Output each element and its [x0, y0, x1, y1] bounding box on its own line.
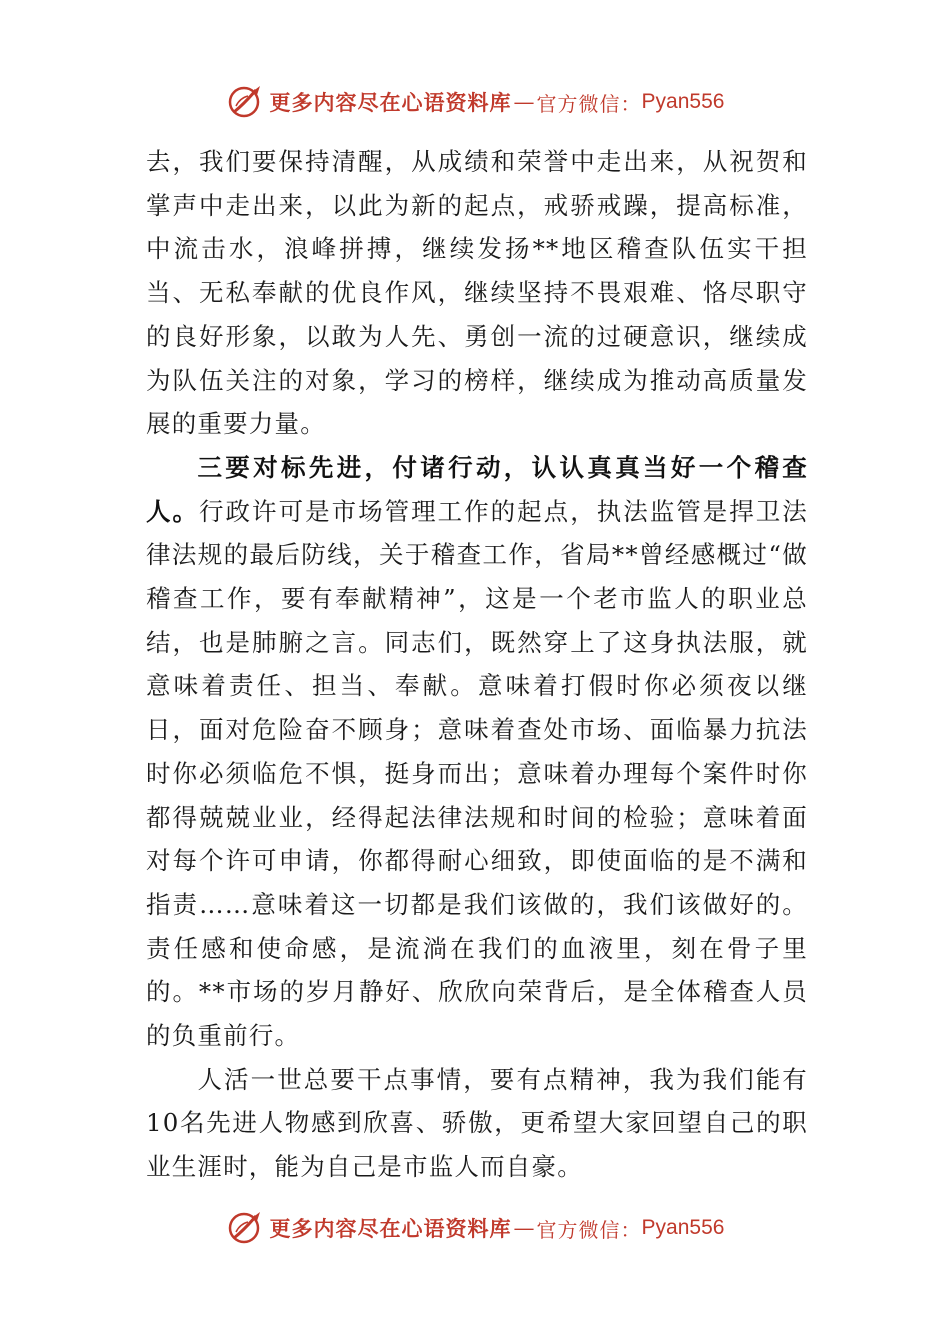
section-heading: 三要对标先进，付诸行动，认认真真当好一个稽查人。: [146, 452, 808, 526]
watermark-wechat-label: 官方微信：: [536, 91, 642, 116]
watermark-text: 更多内容尽在心语资料库: [269, 1216, 512, 1241]
footer-watermark: [0, 1208, 950, 1248]
header-watermark: [0, 82, 950, 122]
pen-logo-icon: [226, 82, 266, 122]
watermark-wechat-label: 官方微信：: [536, 1217, 642, 1242]
watermark-wechat-id: Pyan556: [641, 90, 725, 113]
watermark-wechat-id: Pyan556: [641, 1216, 725, 1239]
paragraph-3: [146, 1058, 808, 1189]
watermark-dash: —: [513, 90, 535, 114]
paragraph-3-text: 人活一世总要干点事情，要有点精神，我为我们能有10名先进人物感到欣喜、骄傲，更希望大家回望自己的职业生涯时，能为自己是市监人而自豪。: [146, 1064, 808, 1182]
paragraph-1: [146, 140, 808, 446]
watermark-dash: —: [513, 1216, 535, 1240]
pen-logo-icon: [226, 1208, 266, 1248]
watermark-text: 更多内容尽在心语资料库: [269, 90, 512, 115]
paragraph-2: [146, 446, 808, 1058]
document-body: [146, 140, 808, 1189]
paragraph-1-text: 去，我们要保持清醒，从成绩和荣誉中走出来，从祝贺和掌声中走出来，以此为新的起点，戒骄戒躁，提高标准，中流击水，浪峰拼搏，继续发扬**地区稽查队伍实干担当、无私奉献的优良作风，继续坚持不畏艰难、恪尽职守的良好形象，以敢为人先、勇创一流的过硬意识，继续成为队伍关注的对象，学习的榜样，继续成为推动高质量发展的重要力量。: [146, 147, 808, 439]
paragraph-2-text: 行政许可是市场管理工作的起点，执法监管是捍卫法律法规的最后防线，关于稽查工作，省局**曾经感概过“做稽查工作，要有奉献精神”，这是一个老市监人的职业总结，也是肺腑之言。同志们，既然穿上了这身执法服，就意味着责任、担当、奉献。意味着打假时你必须夜以继日，面对危险奋不顾身；意味着查处市场、面临暴力抗法时你必须临危不惧，挺身而出；意味着办理每个案件时你都得兢兢业业，经得起法律法规和时间的检验；意味着面对每个许可申请，你都得耐心细致，即使面临的是不满和指责……意味着这一切都是我们该做的，我们该做好的。责任感和使命感，是流淌在我们的血液里，刻在骨子里的。**市场的岁月静好、欣欣向荣背后，是全体稽查人员的负重前行。: [146, 496, 808, 1051]
